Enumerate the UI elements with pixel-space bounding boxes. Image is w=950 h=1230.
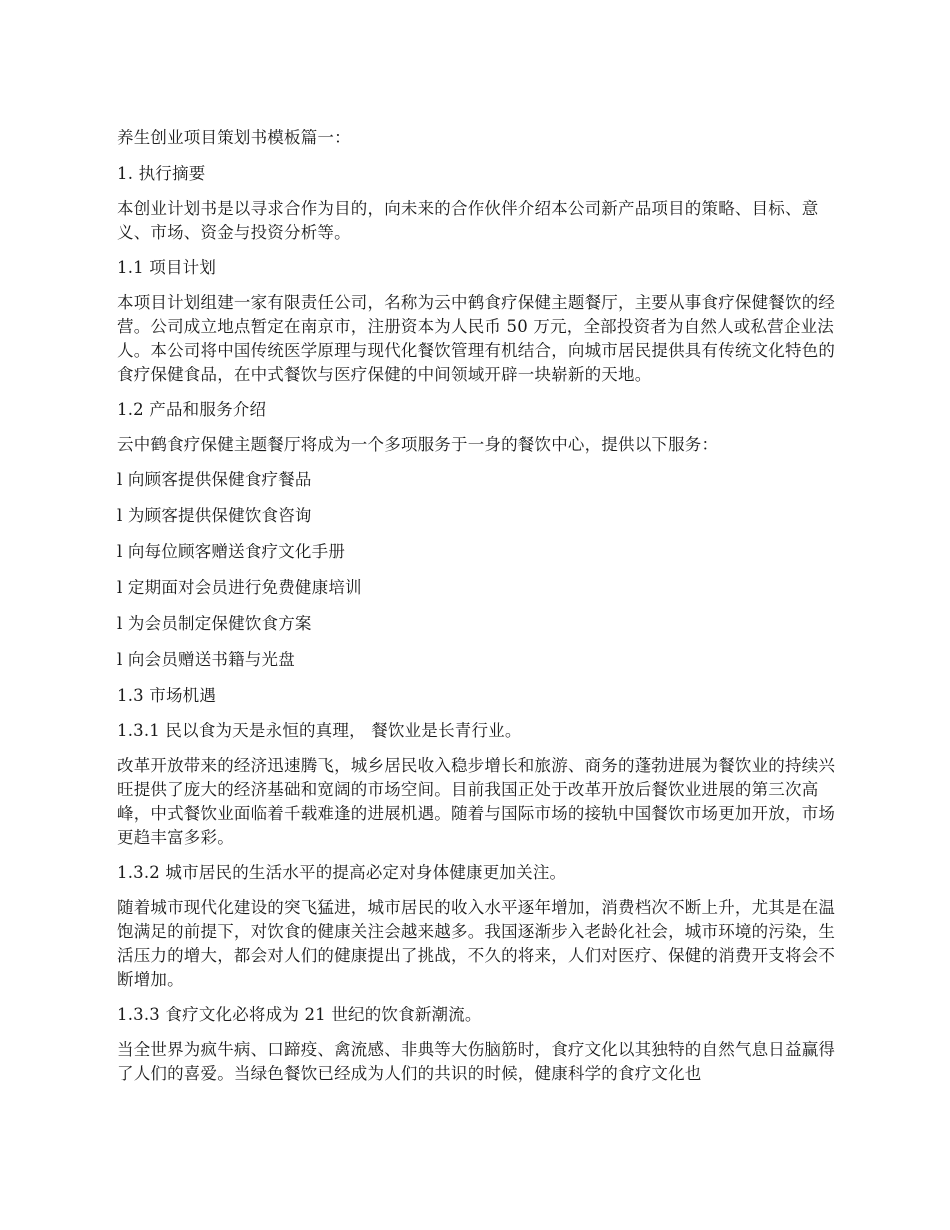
service-list-item: l 为顾客提供保健饮食咨询 [117, 506, 312, 525]
section-1-3-3-heading: 1.3.3 食疗文化必将成为 21 世纪的饮食新潮流。 [117, 1005, 482, 1024]
section-1-3-1-paragraph: 改革开放带来的经济迅速腾飞，城乡居民收入稳步增长和旅游、商务的蓬勃进展为餐饮业的持续兴旺提供了庞大的经济基础和宽阔的市场空间。目前我国正处于改革开放后餐饮业进展的第三次高峰，中式餐饮业面临着千载难逢的进展机遇。随着与国际市场的接轨中国餐饮市场更加开放，市场更趋丰富多彩。 [117, 756, 836, 847]
section-1-3-3-paragraph: 当全世界为疯牛病、口蹄疫、禽流感、非典等大伤脑筋时，食疗文化以其独特的自然气息日益赢得了人们的喜爱。当绿色餐饮已经成为人们的共识的时候，健康科学的食疗文化也 [117, 1040, 836, 1083]
section-1-3-2-paragraph: 随着城市现代化建设的突飞猛进，城市居民的收入水平逐年增加，消费档次不断上升，尤其是在温饱满足的前提下，对饮食的健康关注会越来越多。我国逐渐步入老龄化社会，城市环境的污染，生活压力的增大，都会对人们的健康提出了挑战，不久的将来，人们对医疗、保健的消费开支将会不断增加。 [117, 898, 836, 989]
section-1-1-heading: 1.1 项目计划 [117, 258, 217, 277]
service-list-item: l 向顾客提供保健食疗餐品 [117, 470, 312, 489]
section-1-3-2-heading: 1.3.2 城市居民的生活水平的提高必定对身体健康更加关注。 [117, 863, 567, 882]
section-1-paragraph: 本创业计划书是以寻求合作为目的，向未来的合作伙伴介绍本公司新产品项目的策略、目标、意义、市场、资金与投资分析等。 [117, 199, 819, 242]
service-list-item: l 向会员赠送书籍与光盘 [117, 650, 295, 669]
section-1-2-intro: 云中鹤食疗保健主题餐厅将成为一个多项服务于一身的餐饮中心，提供以下服务： [117, 435, 719, 454]
section-1-2-heading: 1.2 产品和服务介绍 [117, 400, 267, 419]
document-page [117, 126, 842, 1097]
service-list-item: l 定期面对会员进行免费健康培训 [117, 578, 362, 597]
section-1-heading: 1. 执行摘要 [117, 164, 206, 183]
section-1-3-1-heading: 1.3.1 民以食为天是永恒的真理， 餐饮业是长青行业。 [117, 721, 522, 740]
section-1-1-paragraph: 本项目计划组建一家有限责任公司，名称为云中鹤食疗保健主题餐厅，主要从事食疗保健餐饮的经营。公司成立地点暂定在南京市，注册资本为人民币 50 万元，全部投资者为自然人或私营企业法人。本公司将中国传统医学原理与现代化餐饮管理有机结合，向城市居民提供具有传统文化特色的食疗保健食品，在中式餐饮与医疗保健的中间领域开辟一块崭新的天地。 [117, 293, 836, 384]
service-list-item: l 为会员制定保健饮食方案 [117, 614, 312, 633]
service-list-item: l 向每位顾客赠送食疗文化手册 [117, 542, 346, 561]
section-1-3-heading: 1.3 市场机遇 [117, 686, 217, 705]
document-title: 养生创业项目策划书模板篇一： [117, 128, 351, 147]
